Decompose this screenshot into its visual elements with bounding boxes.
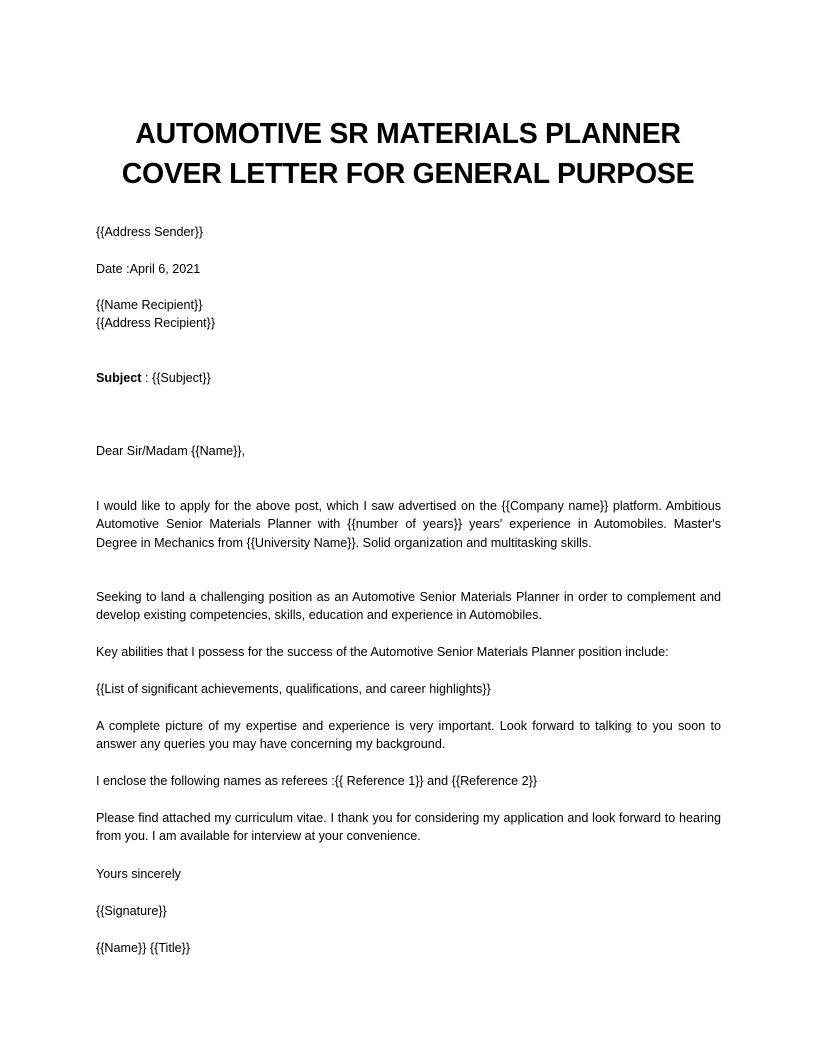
closing-phrase: Yours sincerely xyxy=(96,867,181,881)
document-title xyxy=(0,114,816,194)
salutation: Dear Sir/Madam {{Name}}, xyxy=(96,444,246,458)
letter-date: Date :April 6, 2021 xyxy=(96,262,201,276)
paragraph-achievements: {{List of significant achievements, qualifications, and career highlights}} xyxy=(96,682,491,696)
address-sender: {{Address Sender}} xyxy=(96,225,204,239)
title-line-1: AUTOMOTIVE SR MATERIALS PLANNER xyxy=(135,118,681,150)
paragraph-closing-remarks: Please find attached my curriculum vitae. I thank you for considering my application and look forward to hearing from you. I am available for interview at your convenience. xyxy=(96,811,721,844)
title-line-2: COVER LETTER FOR GENERAL PURPOSE xyxy=(121,158,695,190)
subject-line xyxy=(96,369,211,387)
paragraph-objective: Seeking to land a challenging position as an Automotive Senior Materials Planner in order to complement and develop existing competencies, skills, education and experience in Automobiles. xyxy=(96,590,721,623)
address-recipient: {{Address Recipient}} xyxy=(96,316,216,330)
paragraph-intro: I would like to apply for the above post, which I saw advertised on the {{Company name}} platform. Ambitious Automotive Senior Materials Planner with {{number of years}} years' experience in Automobiles. Master's Degree in Mechanics from {{University Name}}. Solid organization and multitasking skills. xyxy=(96,499,721,550)
paragraph-expertise: A complete picture of my expertise and experience is very important. Look forward to talking to you soon to answer any queries you may have concerning my background. xyxy=(96,719,721,752)
name-recipient: {{Name Recipient}} xyxy=(96,298,203,312)
subject-value: : {{Subject}} xyxy=(141,371,211,385)
subject-label: Subject xyxy=(96,371,142,385)
name-title-placeholder: {{Name}} {{Title}} xyxy=(96,941,191,955)
paragraph-referees: I enclose the following names as referees :{{ Reference 1}} and {{Reference 2}} xyxy=(96,774,538,788)
signature-placeholder: {{Signature}} xyxy=(96,904,167,918)
paragraph-key-abilities: Key abilities that I possess for the success of the Automotive Senior Materials Planner position include: xyxy=(96,645,669,659)
